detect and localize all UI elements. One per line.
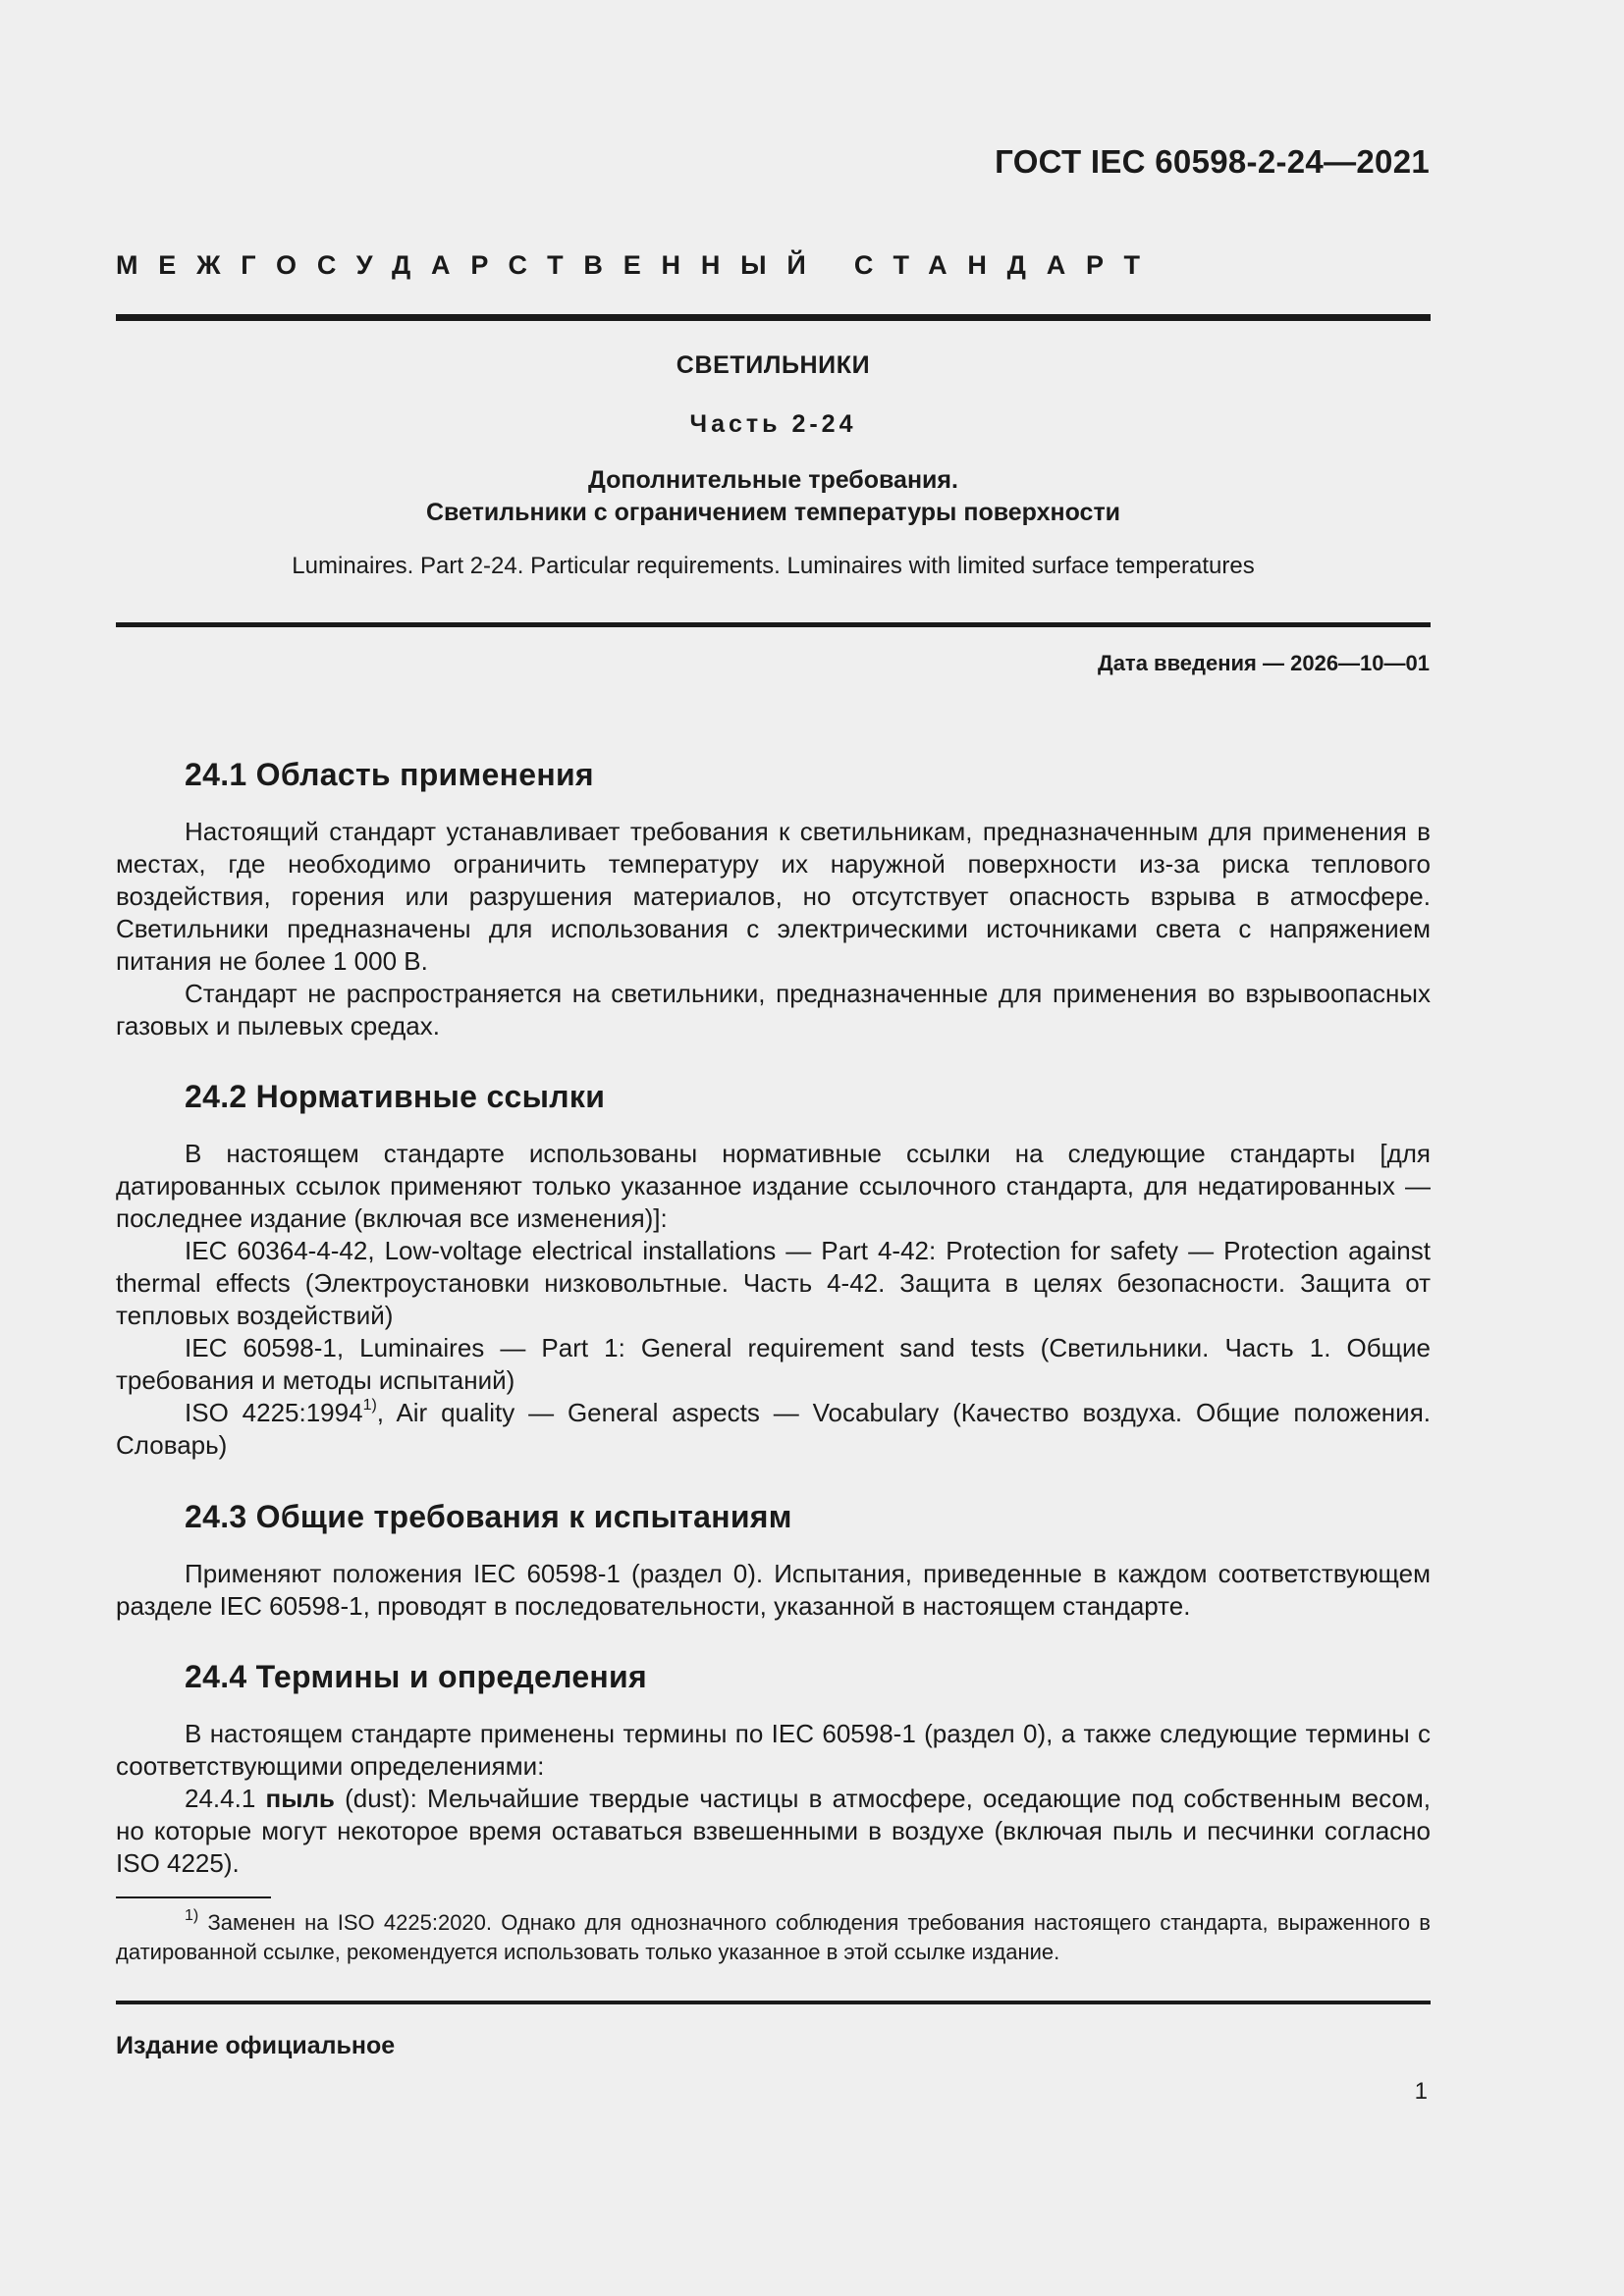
- standard-subtitle: [116, 464, 1431, 529]
- term-definition: [116, 1783, 1431, 1880]
- footnote-text: [116, 1908, 1431, 1967]
- standard-part: Часть 2-24: [689, 410, 857, 438]
- english-title: Luminaires. Part 2-24. Particular requirements. Luminaires with limited surface temperatures: [292, 553, 1255, 579]
- paragraph: Применяют положения IEC 60598-1 (раздел 0). Испытания, приведенные в каждом соответствующем разделе IEC 60598-1, проводят в последовательности, указанной в настоящем стандарте.: [116, 1559, 1431, 1621]
- section-heading-24-3: 24.3 Общие требования к испытаниям: [185, 1499, 792, 1534]
- term-word: пыль: [265, 1784, 335, 1813]
- introduction-date: Дата введения — 2026—10—01: [1098, 651, 1430, 675]
- reference-iec-60364: IEC 60364-4-42, Low-voltage electrical installations — Part 4-42: Protection for safety — Protection against thermal effects (Электроустановки низковольтные. Часть 4-42. Защита в целях безопасности. Защита от тепловых воздействий): [116, 1236, 1431, 1330]
- footnote-body: Заменен на ISO 4225:2020. Однако для однозначного соблюдения требования настоящего стандарта, выраженного в датированной ссылке, рекомендуется использовать только указанное в этой ссылке издание.: [116, 1910, 1431, 1964]
- footnote: [116, 1908, 1431, 1967]
- section-body-24-4: [116, 1718, 1431, 1880]
- reference-iec-60598-1: IEC 60598-1, Luminaires — Part 1: General requirement sand tests (Светильники. Часть 1. Общие требования и методы испытаний): [116, 1333, 1431, 1395]
- interstate-standard-banner: МЕЖГОСУДАРСТВЕННЫЙ СТАНДАРТ: [116, 250, 1161, 280]
- section-heading-24-1: 24.1 Область применения: [185, 757, 594, 792]
- paragraph: Стандарт не распространяется на светильники, предназначенные для применения во взрывоопасных газовых и пылевых средах.: [116, 979, 1431, 1041]
- standard-title: СВЕТИЛЬНИКИ: [676, 351, 871, 379]
- document-code: ГОСТ IEC 60598-2-24—2021: [995, 143, 1430, 180]
- footnote-separator: [116, 1896, 271, 1898]
- paragraph: В настоящем стандарте применены термины по IEC 60598-1 (раздел 0), а также следующие термины с соответствующими определениями:: [116, 1719, 1431, 1781]
- section-body-24-3: [116, 1558, 1431, 1623]
- term-definition-text: (dust): Мельчайшие твердые частицы в атмосфере, оседающие под собственным весом, но которые могут некоторое время оставаться взвешенными в воздухе (включая пыль и песчинки согласно ISO 4225).: [116, 1784, 1431, 1878]
- page-number: 1: [1414, 2078, 1428, 2105]
- paragraph: В настоящем стандарте использованы нормативные ссылки на следующие стандарты [для датированных ссылок применяют только указанное издание ссылочного стандарта, для недатированных — последнее издание (включая все изменения)]:: [116, 1139, 1431, 1233]
- footnote-marker: 1): [362, 1397, 377, 1415]
- reference-iso-4225: [116, 1397, 1431, 1462]
- section-body-24-2: [116, 1138, 1431, 1462]
- iso-ref-title: , Air quality — General aspects — Vocabulary (Качество воздуха. Общие положения. Словарь): [116, 1398, 1431, 1460]
- official-edition-label: Издание официальное: [116, 2032, 396, 2059]
- iso-ref-code: ISO 4225:1994: [185, 1398, 363, 1427]
- subtitle-line-1: Дополнительные требования.: [588, 466, 958, 494]
- paragraph: Настоящий стандарт устанавливает требования к светильникам, предназначенным для применения в местах, где необходимо ограничить температуру их наружной поверхности из-за риска теплового воздействия, горения или разрушения материалов, но отсутствует опасность взрыва в атмосфере. Светильники предназначены для использования с электрическими источниками света с напряжением питания не более 1 000 В.: [116, 817, 1431, 976]
- footer-rule: [116, 2001, 1431, 2004]
- term-number: 24.4.1: [185, 1784, 266, 1813]
- title-rule: [116, 622, 1431, 627]
- section-heading-24-4: 24.4 Термины и определения: [185, 1659, 648, 1694]
- header-rule: [116, 314, 1431, 321]
- section-heading-24-2: 24.2 Нормативные ссылки: [185, 1079, 606, 1114]
- footnote-marker: 1): [185, 1906, 199, 1924]
- section-body-24-1: [116, 816, 1431, 1042]
- subtitle-line-2: Светильники с ограничением температуры поверхности: [425, 499, 1121, 526]
